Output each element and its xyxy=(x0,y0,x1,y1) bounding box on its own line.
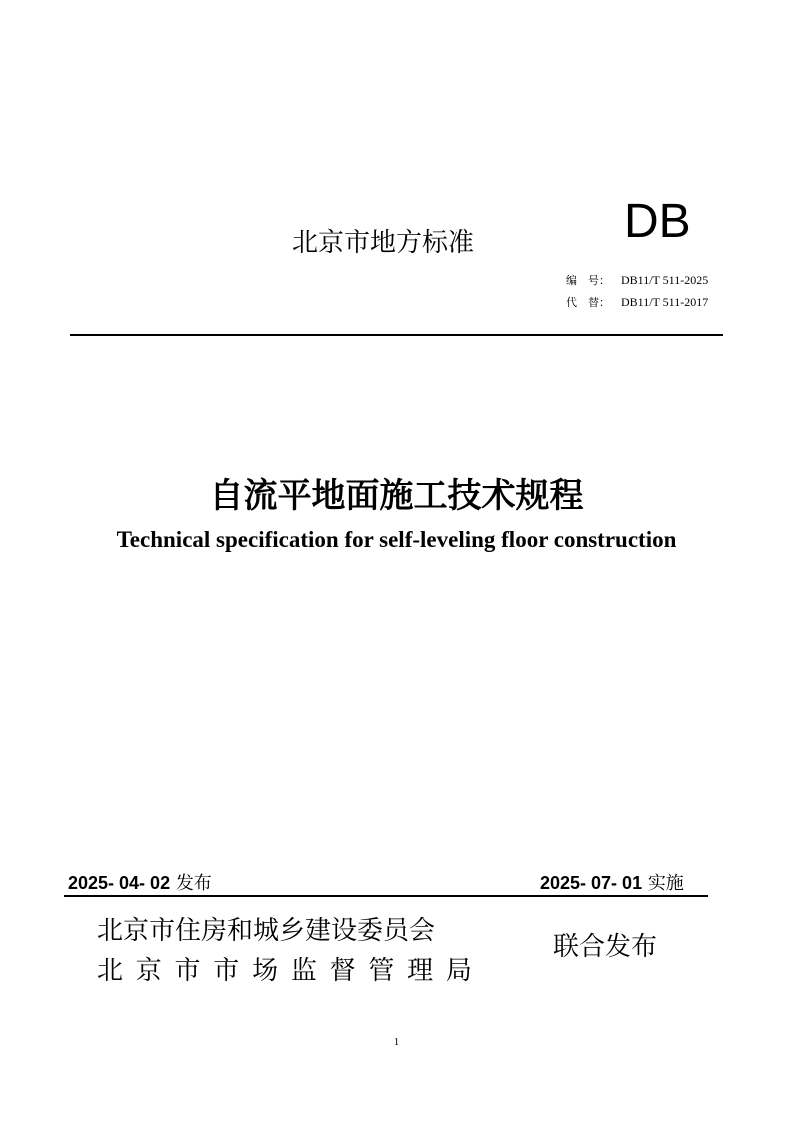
replaces-row xyxy=(566,294,708,310)
replaces-label: 代 替： xyxy=(566,296,610,309)
issuer-market-regulation xyxy=(97,950,472,987)
issue-label: 发布 xyxy=(175,873,212,894)
document-title-zh: 自流平地面施工技术规程 xyxy=(209,476,584,516)
issuer-char: 市 xyxy=(174,956,201,986)
standard-code-row xyxy=(566,272,708,288)
standard-type-label: 北京市地方标准 xyxy=(292,228,475,258)
joint-issue-label: 联合发布 xyxy=(553,932,658,962)
issuer-housing-commission: 北京市住房和城乡建设委员会 xyxy=(97,916,436,946)
issuer-char: 京 xyxy=(135,956,162,986)
standard-code-value: DB11/T 511-2025 xyxy=(621,273,709,287)
issuer-char: 局 xyxy=(445,956,472,986)
issuer-char: 理 xyxy=(407,956,434,986)
issuer-char: 北 xyxy=(97,956,124,986)
issue-date: 2025- 04- 02 xyxy=(68,873,171,893)
standard-code-label: 编 号： xyxy=(566,274,610,287)
issuer-char: 管 xyxy=(368,956,395,986)
issuer-char: 市 xyxy=(213,956,240,986)
effective-date-block xyxy=(540,869,684,895)
replaces-value: DB11/T 511-2017 xyxy=(621,295,709,309)
page-number: 1 xyxy=(393,1036,400,1048)
effective-label: 实施 xyxy=(647,873,684,894)
db-logo: DB xyxy=(624,195,691,248)
document-title-en: Technical specification for self-leveling floor construction xyxy=(116,527,677,552)
issuer-char: 监 xyxy=(290,956,317,986)
issuer-char: 场 xyxy=(252,956,279,986)
issue-date-block xyxy=(68,869,212,895)
footer-divider xyxy=(64,895,708,897)
header-divider xyxy=(70,334,723,336)
issuer-char: 督 xyxy=(329,956,356,986)
effective-date: 2025- 07- 01 xyxy=(540,873,643,893)
